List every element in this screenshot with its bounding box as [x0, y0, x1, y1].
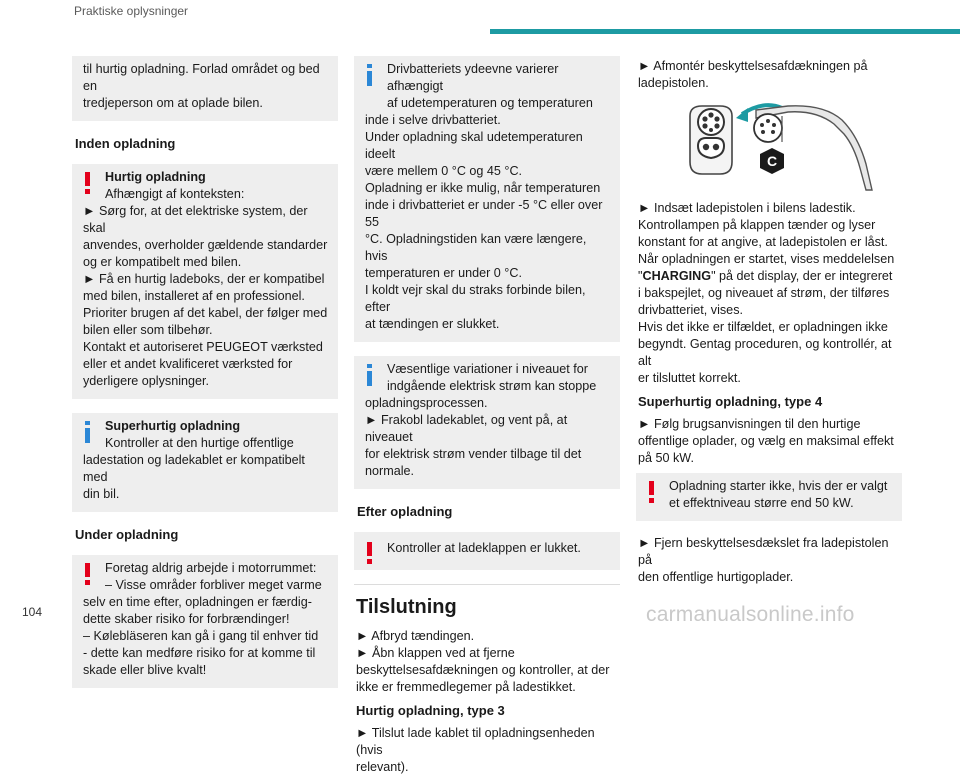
text-line: den offentlige hurtigoplader. — [638, 570, 794, 584]
text-line: beskyttelsesafdækningen og kontroller, at der — [356, 663, 610, 677]
text-line: drivbatteriet, vises. — [638, 303, 743, 317]
text-line: offentlige oplader, og vælg en maksimal effekt — [638, 434, 894, 448]
text-line: Foretag aldrig arbejde i motorrummet: — [105, 561, 317, 575]
text-line: din bil. — [83, 487, 120, 501]
running-header: Praktiske oplysninger — [74, 4, 189, 18]
text-line: Kontrollampen på klappen tænder og lyser — [638, 218, 876, 232]
paragraph — [354, 725, 620, 776]
heading-tilslutning: Tilslutning — [356, 596, 457, 618]
text-line: Når opladningen er startet, vises meddelelsen — [638, 252, 895, 266]
text-line: af udetemperaturen og temperaturen — [387, 96, 593, 110]
paragraph — [636, 58, 902, 92]
text-line: på 50 kW. — [638, 451, 695, 465]
text-line: yderligere oplysninger. — [83, 374, 210, 388]
section-divider — [354, 584, 620, 585]
text-line: – Kølebläseren kan gå i gang til enhver tid — [83, 629, 319, 643]
connector-diagram-icon — [684, 102, 880, 192]
text-line: Opladning er ikke mulig, når temperaturen — [365, 181, 601, 195]
warning-exclamation-icon — [83, 563, 91, 585]
text-line: I koldt vejr skal du straks forbinde bilen, efter — [365, 283, 586, 314]
text-line: ► Tilslut lade kablet til opladningsenheden (hvis — [356, 726, 595, 757]
svg-text:C: C — [766, 153, 778, 169]
text-span: " på det display, der er integreret — [711, 269, 893, 283]
warning-box-hurtig — [72, 164, 338, 399]
vehicle-socket-icon — [690, 106, 732, 174]
paragraph — [354, 628, 620, 696]
heading-inden-opladning: Inden opladning — [75, 136, 176, 151]
text-line: ► Afmontér beskyttelsesafdækningen på — [638, 59, 868, 73]
text-line: konstant for at angive, at ladepistolen er låst. — [638, 235, 888, 249]
text-line: ladestation og ladekablet er kompatibelt med — [83, 453, 305, 484]
text-line: at tændingen er slukket. — [365, 317, 500, 331]
info-box-stroem — [354, 356, 620, 489]
info-box-temperatur — [354, 56, 620, 342]
text-line: bilen eller som tilbehør. — [83, 323, 213, 337]
text-line: ► Få en hurtig ladeboks, der er kompatibel — [83, 272, 325, 286]
heading-under-opladning: Under opladning — [75, 527, 179, 542]
paragraph — [636, 200, 902, 387]
text-line: relevant). — [356, 760, 409, 774]
text-line: inde i selve drivbatteriet. — [365, 113, 501, 127]
header-accent-bar — [490, 29, 960, 34]
column-2 — [354, 56, 620, 782]
text-line: normale. — [365, 464, 414, 478]
text-line: Drivbatteriets ydeevne varierer afhængigt — [387, 62, 559, 93]
column-3 — [636, 56, 902, 592]
text-line: Kontroller at den hurtige offentlige — [105, 436, 294, 450]
warning-exclamation-icon — [83, 172, 91, 194]
text-line: ikke er fremmedlegemer på ladestikket. — [356, 680, 576, 694]
text-line: – Visse områder forbliver meget varme — [105, 578, 322, 592]
text-line: ► Afbryd tændingen. — [356, 629, 475, 643]
quote-open: " — [638, 269, 643, 283]
charging-gun-icon — [754, 106, 872, 190]
text-line: til hurtig opladning. Forlad området og bed en — [83, 62, 320, 93]
warning-exclamation-icon — [365, 542, 373, 564]
text-line: ► Frakobl ladekablet, og vent på, at niveauet — [365, 413, 568, 444]
text-line: med bilen, installeret af en professionel. — [83, 289, 305, 303]
text-line: opladningsprocessen. — [365, 396, 488, 410]
warning-box-effekt — [636, 473, 902, 521]
text-line: eller et andet kvalificeret værksted for — [83, 357, 293, 371]
text-line: ladepistolen. — [638, 76, 709, 90]
text-line: et effektniveau større end 50 kW. — [669, 496, 854, 510]
text-line: Under opladning skal udetemperaturen ideelt — [365, 130, 583, 161]
text-line: være mellem 0 °C og 45 °C. — [365, 164, 523, 178]
heading-type-4: Superhurtig opladning, type 4 — [638, 394, 823, 409]
info-box-superhurtig — [72, 413, 338, 512]
note-box-continued — [72, 56, 338, 121]
text-line: Kontakt et autoriseret PEUGEOT værksted — [83, 340, 323, 354]
text-line: dette skaber risiko for forbrændinger! — [83, 612, 290, 626]
paragraph — [636, 416, 902, 467]
text-line: Opladning starter ikke, hvis der er valgt — [669, 479, 888, 493]
text-line: Prioriter brugen af det kabel, der følger med — [83, 306, 328, 320]
charging-keyword: CHARGING — [642, 269, 712, 283]
heading-efter-opladning: Efter opladning — [357, 504, 453, 519]
text-line: anvendes, overholder gældende standarder — [83, 238, 328, 252]
warning-box-ladeklap — [354, 532, 620, 570]
text-line: inde i drivbatteriet er under -5 °C eller over 55 — [365, 198, 603, 229]
text-line: ► Følg brugsanvisningen til den hurtige — [638, 417, 861, 431]
text-line: Væsentlige variationer i niveauet for — [387, 362, 588, 376]
arrow-icon — [736, 108, 748, 122]
text-line: er tilsluttet korrekt. — [638, 371, 741, 385]
page-number: 104 — [22, 605, 43, 619]
box-title: Superhurtig opladning — [105, 419, 241, 433]
column-1 — [72, 56, 338, 702]
text-line: Afhængigt af konteksten: — [105, 187, 245, 201]
text-line: ► Indsæt ladepistolen i bilens ladestik. — [638, 201, 856, 215]
info-icon — [365, 64, 373, 86]
text-line — [638, 268, 902, 285]
watermark-text: carmanualsonline.info — [646, 603, 855, 626]
text-line: skade eller blive kvalt! — [83, 663, 207, 677]
text-line: ► Åbn klappen ved at fjerne — [356, 646, 515, 660]
text-line: °C. Opladningstiden kan være længere, hvis — [365, 232, 587, 263]
text-line: i bakspejlet, og niveauet af strøm, der tilføres — [638, 286, 890, 300]
text-line: selv en time efter, opladningen er færdig- — [83, 595, 312, 609]
text-line: Hvis det ikke er tilfældet, er opladningen ikke — [638, 320, 888, 334]
box-title: Hurtig opladning — [105, 170, 206, 184]
text-line: - dette kan medføre risiko for at komme til — [83, 646, 316, 660]
text-line: ► Sørg for, at det elektriske system, der skal — [83, 204, 308, 235]
text-line: for elektrisk strøm vender tilbage til det — [365, 447, 582, 461]
info-icon — [365, 364, 373, 386]
text-line: begyndt. Gentag proceduren, og kontrollér, at alt — [638, 337, 892, 368]
text-line: ► Fjern beskyttelsesdækslet fra ladepistolen på — [638, 536, 889, 567]
paragraph — [636, 535, 902, 586]
warning-exclamation-icon — [647, 481, 655, 503]
text-line: indgående elektrisk strøm kan stoppe — [387, 379, 597, 393]
warning-box-motorrum — [72, 555, 338, 688]
charging-connector-illustration — [684, 102, 880, 192]
text-line: Kontroller at ladeklappen er lukket. — [387, 541, 581, 555]
text-line: tredjeperson om at oplade bilen. — [83, 96, 263, 110]
info-icon — [83, 421, 91, 443]
heading-type-3: Hurtig opladning, type 3 — [356, 703, 505, 718]
text-line: temperaturen er under 0 °C. — [365, 266, 522, 280]
text-line: og er kompatibelt med bilen. — [83, 255, 242, 269]
